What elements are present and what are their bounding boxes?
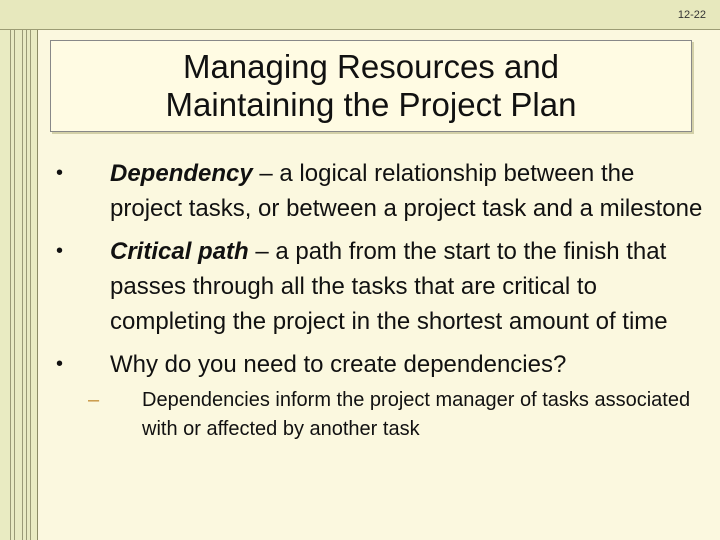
bullet-list	[54, 156, 704, 452]
dash-icon: –	[88, 389, 100, 411]
bullet-text: – a logical relationship between the project tasks, or between a project task and a milestone	[110, 160, 703, 222]
bullet-text: Why do you need to create dependencies?	[110, 351, 567, 378]
sub-bullet-list	[88, 386, 704, 444]
bullet-term: Dependency	[110, 160, 253, 187]
band-stripe	[30, 30, 31, 540]
bullet-text: – a path from the start to the finish that passes through all the tasks that are critical to completing the project in the shortest amount of time	[110, 238, 668, 335]
title-line-1: Managing Resources and	[182, 48, 560, 85]
left-decorative-band	[0, 30, 38, 540]
band-stripe	[26, 30, 27, 540]
bullet-item-dependency	[54, 156, 704, 226]
slide-title	[166, 48, 577, 124]
sub-bullet-text: Dependencies inform the project manager of tasks associated with or affected by another task	[142, 389, 691, 440]
band-stripe	[22, 30, 23, 540]
band-stripe	[14, 30, 15, 540]
bullet-icon: •	[56, 240, 64, 262]
bullet-item-critical-path	[54, 234, 704, 339]
sub-bullet-item	[88, 386, 704, 444]
title-box	[50, 40, 692, 132]
band-stripe	[10, 30, 11, 540]
bullet-item-question	[54, 347, 704, 444]
title-line-2: Maintaining the Project Plan	[165, 86, 577, 123]
top-band	[0, 0, 720, 30]
bullet-term: Critical path	[110, 238, 249, 265]
bullet-icon: •	[56, 353, 64, 375]
slide-number: 12-22	[677, 9, 706, 21]
bullet-icon: •	[56, 162, 64, 184]
